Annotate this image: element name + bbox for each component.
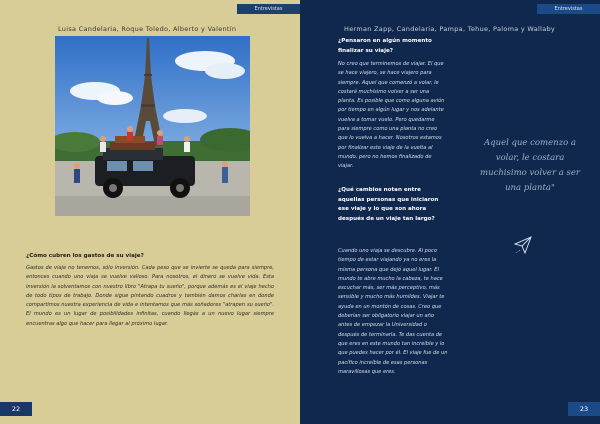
- answer-text: Gastos de viaje no tenemos, sólo inversión. Cada peso que se invierte se queda para siempre, entonces cuando uno viaja se vuelve valioso. Para nosotros, el dinero se vuelve vida. Esta inversión la solventamos con nuestro libro "Atrapa tu sueño", porque además es el viaje hecho de todo tipos de trabajo. Donde sigue pintando cuadros y también damos charlas en donde compartimos nuestra experiencia de vida e intentamos que más soñadores "atrapen su sueño". El mundo es un lugar de posibilidades infinitas, cuando llegás a un nuevo lugar siempre encuentras algo que hacer para llegar al próximo lugar.: [26, 265, 274, 327]
- question-heading: ¿Pensaron en algún momento finalizar su viaje?: [338, 38, 432, 54]
- section-tab: Entrevistas: [237, 4, 300, 14]
- page-number: 22: [0, 402, 32, 416]
- question-heading: ¿Qué cambios notan entre aquellas personas que iniciaron ese viaje y lo que son ahora después de un viaje tan largo?: [338, 187, 439, 222]
- right-page: [300, 0, 600, 424]
- answer-text: Cuando uno viaja se descubre. Al poco tiempo de estar viajando ya no eres la misma persona que dejó aquel lugar. El mundo te abre mucho la cabeza, te hace escuchar más, ser más perceptivo, más sensible y mucho más humildes. Viajar te ayuda en un montón de cosas. Creo que deberían ser obligatorio viajar un año antes de empezar la Universidad o después de terminarla. Te das cuenta de que eres en este mundo tan increíble y lo que puedes hacer por él. El viaje fue de un pacífico increíble de esas personas maravillosas que eres.: [338, 248, 448, 375]
- page-header: Luisa Candelaria, Roque Toledo, Alberto y Valentín: [58, 25, 237, 33]
- pull-quote: Aquel que comenzo a volar, le costara muchisimo volver a ser una planta": [480, 138, 580, 193]
- answer-text: No creo que terminemos de viajar. El que se hace viajero, se hace viajero para siempre. Aquel que comenzó a volar, le costará muchísimo volver a ser una planta. Es posible que como alguna avión por tiempo en algún lugar y nos adelante vuelva a tomar vuelo. Pero quedarme para siempre como una planta no creo que lo vuelva a hacer. Nosotros estamos por finalizar este viaje de la vuelta al mundo, pero no hemos finalizado de viajar.: [338, 61, 445, 170]
- section-tab: Entrevistas: [537, 4, 600, 14]
- eiffel-tower-photo: [55, 36, 250, 216]
- paper-plane-icon: [514, 236, 532, 258]
- page-number: 23: [568, 402, 600, 416]
- page-header: Herman Zapp, Candelaria, Pampa, Tehue, Paloma y Wallaby: [344, 25, 556, 33]
- question-heading: ¿Cómo cubren los gastos de su viaje?: [26, 253, 144, 259]
